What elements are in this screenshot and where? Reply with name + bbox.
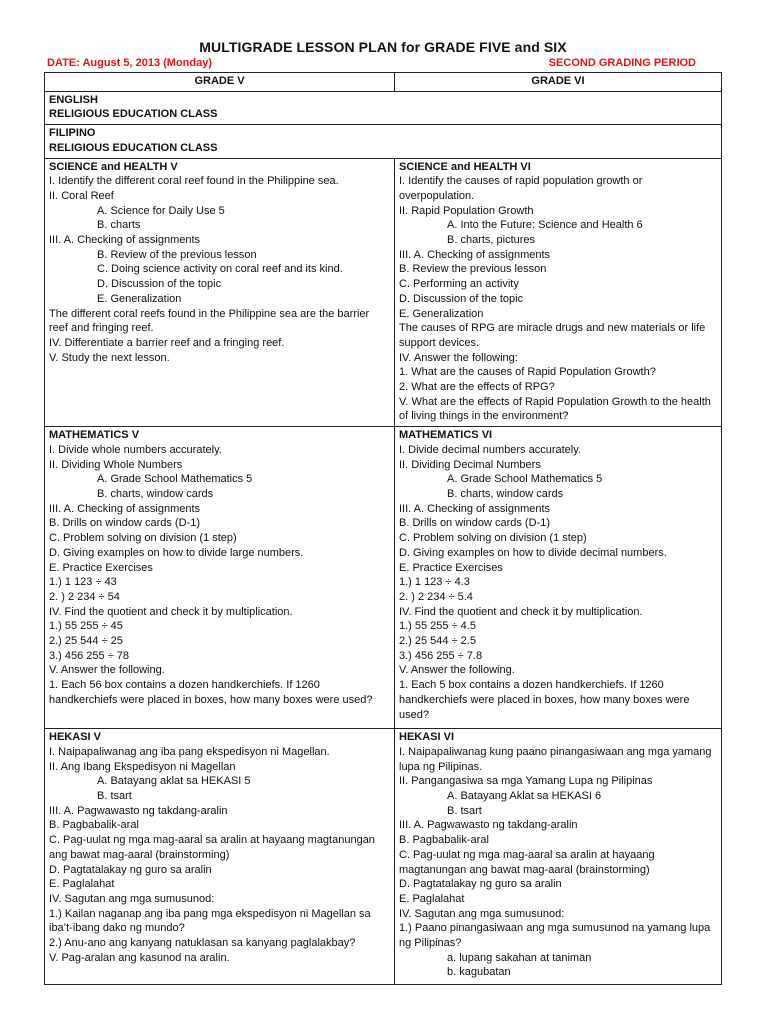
- lesson-line: III. A. Checking of assignments: [49, 234, 201, 247]
- english-subject: ENGLISH: [49, 93, 98, 106]
- lesson-line: I. Naipapaliwanag ang iba pang ekspedisyon ni Magellan.: [49, 745, 330, 758]
- lesson-line: D. Discussion of the topic: [399, 292, 524, 305]
- lesson-line: 1. Each 56 box contains a dozen handkerchiefs. If 1260 handkerchiefs were placed in boxes, how many boxes were used?: [49, 679, 373, 706]
- lesson-line: B. tsart: [447, 804, 482, 817]
- math-grade6-cell: [395, 427, 722, 729]
- lesson-line: 2. What are the effects of RPG?: [399, 381, 555, 394]
- lesson-line: I. Identify the causes of rapid population growth or overpopulation.: [399, 175, 643, 202]
- lesson-line: E. Practice Exercises: [49, 561, 153, 574]
- lesson-line: B. Pagbabalik-aral: [49, 819, 139, 832]
- lesson-plan-table: [44, 72, 722, 985]
- lesson-line: E. Generalization: [399, 307, 484, 320]
- header-row: [45, 73, 722, 92]
- lesson-line: C. Performing an activity: [399, 278, 519, 291]
- lesson-line: V. What are the effects of Rapid Population Growth to the health of living things in the environment?: [399, 395, 711, 423]
- lesson-line: E. Paglalahat: [399, 892, 465, 905]
- lesson-line: A. Batayang Aklat sa HEKASI 6: [447, 789, 602, 802]
- subject-heading: SCIENCE and HEALTH V: [49, 160, 178, 173]
- lesson-line: II. Coral Reef: [49, 189, 114, 202]
- lesson-line: 2. ) 2 234 ÷ 5.4: [399, 590, 473, 603]
- lesson-line: IV. Answer the following:: [399, 351, 518, 364]
- lesson-line: E. Practice Exercises: [399, 561, 503, 574]
- lesson-line: D. Giving examples on how to divide decimal numbers.: [399, 546, 667, 559]
- lesson-line: II. Rapid Population Growth: [399, 204, 534, 217]
- subject-heading: SCIENCE and HEALTH VI: [399, 160, 531, 173]
- subject-heading: MATHEMATICS VI: [399, 429, 493, 442]
- lesson-line: B. charts, window cards: [447, 487, 564, 500]
- lesson-line: 1.) 55 255 ÷ 4.5: [399, 620, 476, 633]
- lesson-line: IV. Differentiate a barrier reef and a fringing reef.: [49, 336, 285, 349]
- lesson-line: A. Science for Daily Use 5: [97, 204, 225, 217]
- lesson-line: I. Identify the different coral reef found in the Philippine sea.: [49, 175, 339, 188]
- subject-heading: HEKASI VI: [399, 731, 455, 744]
- filipino-cell: [45, 125, 722, 158]
- grade6-header: GRADE VI: [395, 73, 722, 92]
- lesson-line: V. Study the next lesson.: [49, 351, 170, 364]
- subject-heading: HEKASI V: [49, 731, 101, 744]
- lesson-line: 2.) Anu-ano ang kanyang natuklasan sa kanyang paglalakbay?: [49, 937, 356, 950]
- lesson-line: D. Pagtatalakay ng guro sa aralin: [399, 878, 562, 891]
- lesson-line: III. A. Pagwawasto ng takdang-aralin: [399, 819, 578, 832]
- lesson-line: 1.) Kailan naganap ang iba pang mga ekspedisyon ni Magellan sa iba’t-ibang dako ng mundo?: [49, 907, 371, 935]
- document-title: MULTIGRADE LESSON PLAN for GRADE FIVE and SIX: [199, 39, 567, 55]
- lesson-line: C. Problem solving on division (1 step): [49, 532, 237, 545]
- lesson-line: 3.) 456 255 ÷ 78: [49, 649, 130, 662]
- lesson-line: a. lupang sakahan at taniman: [447, 951, 592, 964]
- lesson-line: b. kagubatan: [447, 966, 511, 979]
- english-cell: [45, 91, 722, 124]
- lesson-plan-page: [44, 38, 722, 985]
- science-grade6-cell: [395, 158, 722, 427]
- english-note: RELIGIOUS EDUCATION CLASS: [49, 108, 218, 121]
- english-row: [45, 91, 722, 124]
- lesson-line: A. Grade School Mathematics 5: [447, 473, 603, 486]
- science-grade5-cell: [45, 158, 395, 427]
- lesson-line: B. charts, pictures: [447, 234, 536, 247]
- lesson-line: II. Dividing Decimal Numbers: [399, 458, 541, 471]
- lesson-line: B. Drills on window cards (D-1): [49, 517, 200, 530]
- lesson-line: IV. Find the quotient and check it by multiplication.: [49, 605, 293, 618]
- lesson-line: IV. Sagutan ang mga sumusunod:: [49, 892, 215, 905]
- lesson-line: The causes of RPG are miracle drugs and new materials or life support devices.: [399, 322, 706, 349]
- lesson-line: III. A. Checking of assignments: [399, 248, 551, 261]
- lesson-line: I. Divide decimal numbers accurately.: [399, 443, 581, 456]
- lesson-line: C. Doing science activity on coral reef and its kind.: [97, 263, 343, 276]
- science-row: [45, 158, 722, 427]
- lesson-line: D. Giving examples on how to divide large numbers.: [49, 546, 304, 559]
- lesson-line: A. Grade School Mathematics 5: [97, 473, 253, 486]
- lesson-line: C. Pag-uulat ng mga mag-aaral sa aralin at hayaang magtanungan ang bawat mag-aaral (brainstorming): [49, 834, 375, 861]
- hekasi-grade5-cell: [45, 729, 395, 985]
- lesson-line: D. Discussion of the topic: [97, 278, 222, 291]
- lesson-line: V. Answer the following.: [399, 664, 515, 677]
- lesson-line: V. Pag-aralan ang kasunod na aralin.: [49, 951, 230, 964]
- lesson-line: E. Paglalahat: [49, 878, 115, 891]
- lesson-line: The different coral reefs found in the Philippine sea are the barrier reef and fringing reef.: [49, 307, 370, 335]
- grade5-header: GRADE V: [45, 73, 395, 92]
- lesson-line: C. Pag-uulat ng mga mag-aaral sa aralin at hayaang magtanungan ang bawat mag-aaral (brainstorming): [399, 848, 655, 876]
- math-grade5-cell: [45, 427, 395, 729]
- lesson-line: III. A. Pagwawasto ng takdang-aralin: [49, 804, 228, 817]
- lesson-line: I. Divide whole numbers accurately.: [49, 443, 222, 456]
- lesson-line: B. Drills on window cards (D-1): [399, 517, 550, 530]
- lesson-line: A. Batayang aklat sa HEKASI 5: [97, 775, 251, 788]
- lesson-line: 2.) 25 544 ÷ 25: [49, 635, 123, 648]
- math-row: [45, 427, 722, 729]
- lesson-line: D. Pagtatalakay ng guro sa aralin: [49, 863, 212, 876]
- lesson-line: 1.) 55 255 ÷ 45: [49, 620, 123, 633]
- lesson-line: IV. Find the quotient and check it by multiplication.: [399, 605, 643, 618]
- lesson-line: 1.) Paano pinangasiwaan ang mga sumusunod na yamang lupa ng Pilipinas?: [399, 922, 711, 950]
- hekasi-grade6-cell: [395, 729, 722, 985]
- filipino-subject: FILIPINO: [49, 127, 96, 140]
- lesson-line: B. Pagbabalik-aral: [399, 834, 489, 847]
- lesson-line: 1.) 1 123 ÷ 43: [49, 576, 117, 589]
- lesson-line: V. Answer the following.: [49, 664, 165, 677]
- lesson-line: III. A. Checking of assignments: [399, 502, 551, 515]
- lesson-line: II. Ang Ibang Ekspedisyon ni Magellan: [49, 760, 236, 773]
- subject-heading: MATHEMATICS V: [49, 429, 140, 442]
- lesson-line: 1. What are the causes of Rapid Population Growth?: [399, 366, 656, 379]
- lesson-line: E. Generalization: [97, 292, 182, 305]
- lesson-line: B. charts: [97, 219, 141, 232]
- lesson-line: 1.) 1 123 ÷ 4.3: [399, 576, 470, 589]
- filipino-note: RELIGIOUS EDUCATION CLASS: [49, 141, 218, 154]
- lesson-line: B. charts, window cards: [97, 487, 214, 500]
- lesson-line: IV. Sagutan ang mga sumusunod:: [399, 907, 565, 920]
- lesson-line: II. Pangangasiwa sa mga Yamang Lupa ng Pilipinas: [399, 775, 653, 788]
- lesson-line: 3.) 456 255 ÷ 7.8: [399, 649, 483, 662]
- lesson-line: C. Problem solving on division (1 step): [399, 532, 587, 545]
- lesson-line: I. Naipapaliwanag kung paano pinangasiwaan ang mga yamang lupa ng Pilipinas.: [399, 745, 712, 773]
- lesson-line: B. tsart: [97, 789, 132, 802]
- lesson-line: A. Into the Future: Science and Health 6: [447, 219, 643, 232]
- lesson-line: B. Review the previous lesson: [399, 263, 547, 276]
- meta-line: [44, 56, 722, 72]
- filipino-row: [45, 125, 722, 158]
- lesson-line: B. Review of the previous lesson: [97, 248, 257, 261]
- lesson-line: 2.) 25 544 ÷ 2.5: [399, 635, 476, 648]
- grading-period-label: SECOND GRADING PERIOD: [548, 57, 696, 69]
- lesson-line: 2. ) 2 234 ÷ 54: [49, 590, 120, 603]
- lesson-line: II. Dividing Whole Numbers: [49, 458, 183, 471]
- hekasi-row: [45, 729, 722, 985]
- lesson-line: 1. Each 5 box contains a dozen handkerchiefs. If 1260 handkerchiefs were placed in boxes, how many boxes were used?: [399, 679, 690, 721]
- date-label: DATE: August 5, 2013 (Monday): [47, 57, 213, 69]
- lesson-line: III. A. Checking of assignments: [49, 502, 201, 515]
